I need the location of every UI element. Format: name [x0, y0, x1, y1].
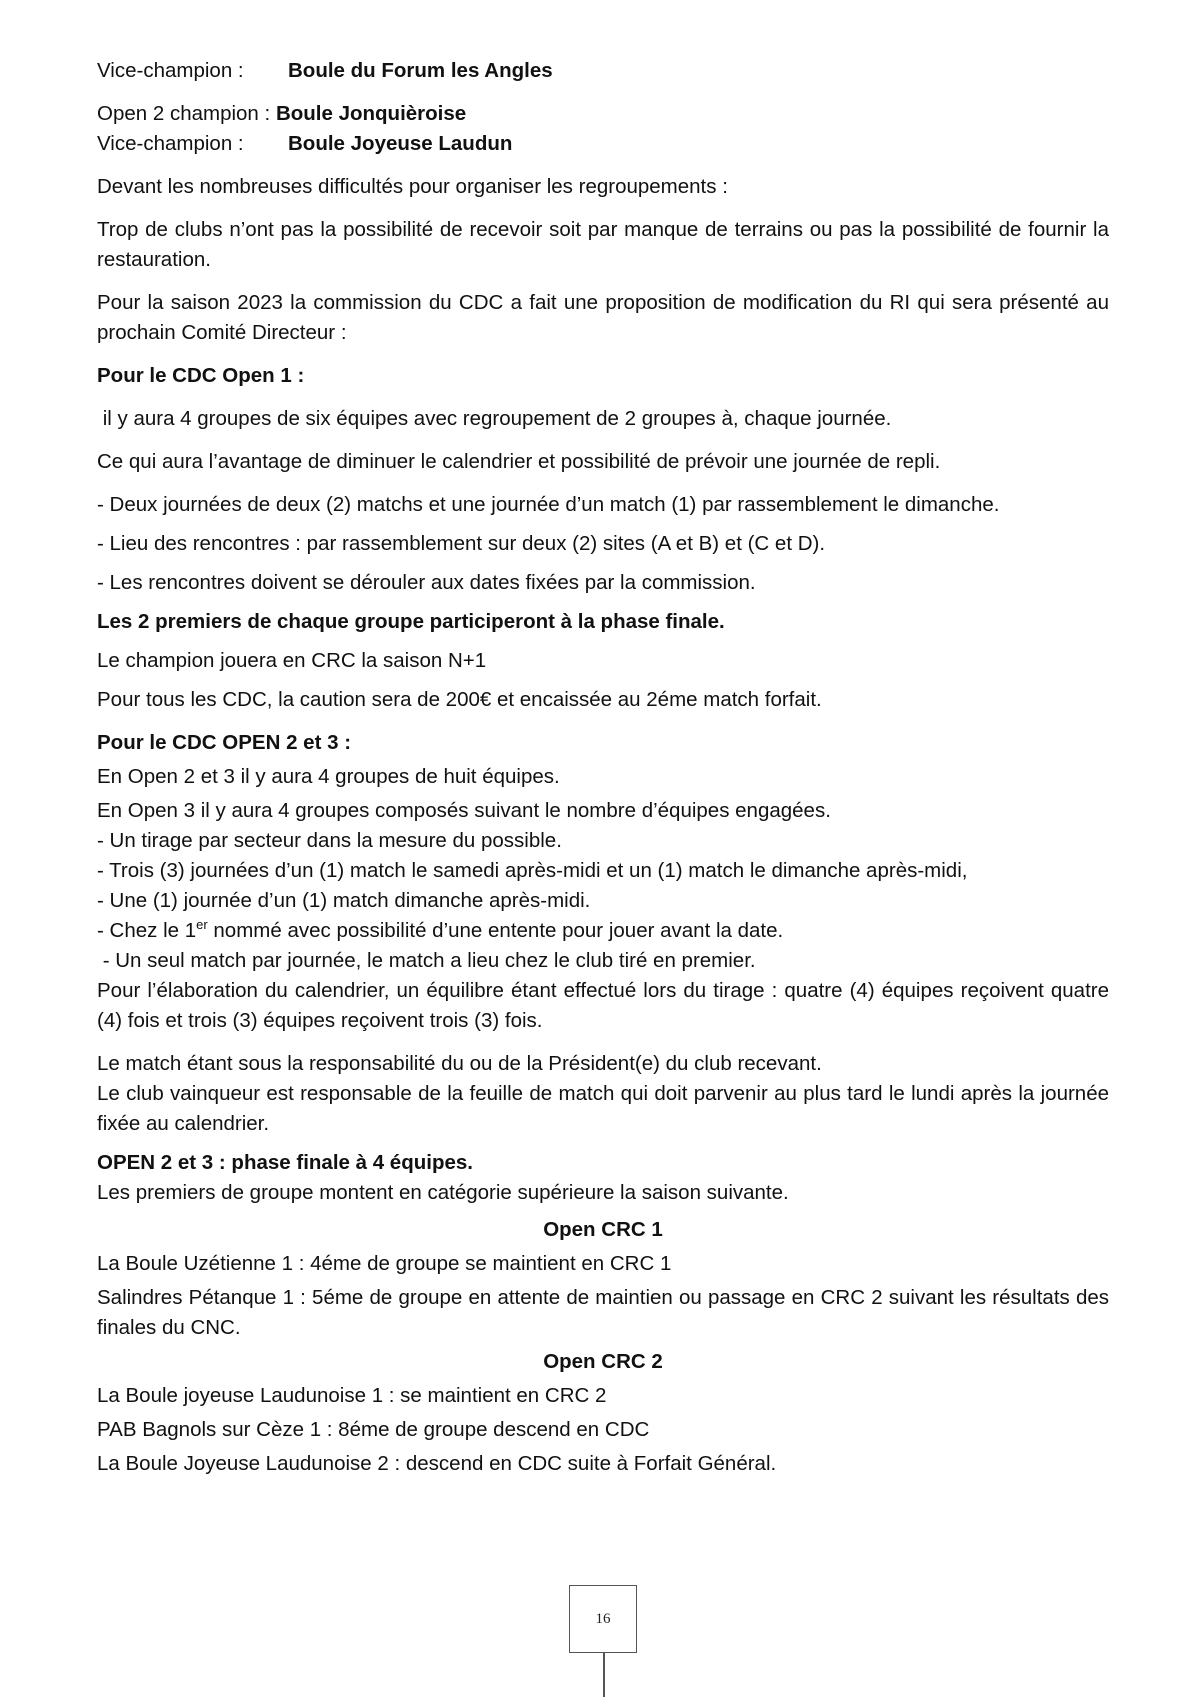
- vice-champion-line-2: [97, 129, 1109, 159]
- phase-finale-heading: OPEN 2 et 3 : phase finale à 4 équipes.: [97, 1151, 473, 1174]
- cdc-open1-finals: Les 2 premiers de chaque groupe participeront à la phase finale.: [97, 610, 725, 633]
- intro-paragraph-2: Trop de clubs n’ont pas la possibilité de recevoir soit par manque de terrains ou pas la possibilité de fournir la restauration.: [97, 218, 1109, 271]
- cdc-open1-venues: - Lieu des rencontres : par rassemblement sur deux (2) sites (A et B) et (C et D).: [97, 532, 826, 555]
- open2-champion-label: Open 2 champion :: [97, 102, 271, 125]
- open2-champion-line: [97, 99, 1109, 129]
- cdc-open1-days: - Deux journées de deux (2) matchs et une journée d’un match (1) par rassemblement le dimanche.: [97, 493, 1000, 516]
- intro-paragraph-1: Devant les nombreuses difficultés pour organiser les regroupements :: [97, 175, 728, 198]
- page-content: [97, 56, 1109, 1479]
- phase-finale-text: Les premiers de groupe montent en catégorie supérieure la saison suivante.: [97, 1181, 789, 1204]
- cdc-open23-line-4: - Trois (3) journées d’un (1) match le samedi après-midi et un (1) match le dimanche après-midi,: [97, 859, 968, 882]
- cdc-open23-line-7: - Un seul match par journée, le match a lieu chez le club tiré en premier.: [97, 949, 756, 972]
- vice-champion-label-2: Vice-champion :: [97, 132, 244, 155]
- cdc-open23-line-1: En Open 2 et 3 il y aura 4 groupes de huit équipes.: [97, 765, 560, 788]
- intro-paragraph-3: Pour la saison 2023 la commission du CDC a fait une proposition de modification du RI qui sera présenté au prochain Comité Directeur :: [97, 291, 1109, 344]
- page-number-connector: [603, 1653, 605, 1697]
- open-crc2-line-2: PAB Bagnols sur Cèze 1 : 8éme de groupe descend en CDC: [97, 1418, 650, 1441]
- page-number: 16: [569, 1585, 637, 1653]
- open2-champion-value: Boule Jonquièroise: [275, 102, 467, 125]
- cdc-open23-line-9: Le match étant sous la responsabilité du ou de la Président(e) du club recevant.: [97, 1052, 822, 1075]
- open-crc1-line-1: La Boule Uzétienne 1 : 4éme de groupe se maintient en CRC 1: [97, 1252, 672, 1275]
- cdc-open1-groups: il y aura 4 groupes de six équipes avec regroupement de 2 groupes à, chaque journée.: [97, 407, 892, 430]
- cdc-open23-line-8: Pour l’élaboration du calendrier, un équilibre étant effectué lors du tirage : quatre (4) équipes reçoivent quatre (4) fois et trois (3) équipes reçoivent trois (3) fois.: [97, 979, 1109, 1032]
- cdc-open23-heading: Pour le CDC OPEN 2 et 3 :: [97, 731, 352, 754]
- open-crc1-line-2: Salindres Pétanque 1 : 5éme de groupe en attente de maintien ou passage en CRC 2 suivant les résultats des finales du CNC.: [97, 1286, 1109, 1339]
- cdc-open23-line-6-post: nommé avec possibilité d’une entente pour jouer avant la date.: [207, 919, 784, 942]
- cdc-open23-line-6-sup: er: [196, 917, 208, 933]
- vice-champion-label: Vice-champion :: [97, 59, 244, 82]
- cdc-open1-heading: Pour le CDC Open 1 :: [97, 364, 305, 387]
- vice-champion-line-1: [97, 56, 1109, 86]
- cdc-open23-line-6: [97, 916, 1109, 946]
- open-crc2-line-1: La Boule joyeuse Laudunoise 1 : se maintient en CRC 2: [97, 1384, 607, 1407]
- cdc-open1-champion: Le champion jouera en CRC la saison N+1: [97, 649, 487, 672]
- cdc-open23-line-6-pre: - Chez le 1: [97, 919, 197, 942]
- cdc-open23-line-5: - Une (1) journée d’un (1) match dimanche après-midi.: [97, 889, 591, 912]
- vice-champion-value: Boule du Forum les Angles: [288, 59, 553, 82]
- cdc-open1-caution: Pour tous les CDC, la caution sera de 200€ et encaissée au 2éme match forfait.: [97, 688, 822, 711]
- cdc-open23-line-10: Le club vainqueur est responsable de la feuille de match qui doit parvenir au plus tard le lundi après la journée fixée au calendrier.: [97, 1082, 1109, 1135]
- cdc-open1-calendar: Ce qui aura l’avantage de diminuer le calendrier et possibilité de prévoir une journée de repli.: [97, 450, 941, 473]
- cdc-open23-line-2: En Open 3 il y aura 4 groupes composés suivant le nombre d’équipes engagées.: [97, 799, 831, 822]
- open-crc2-title: Open CRC 2: [543, 1350, 663, 1373]
- cdc-open23-line-3: - Un tirage par secteur dans la mesure du possible.: [97, 829, 562, 852]
- open-crc1-title: Open CRC 1: [543, 1218, 663, 1241]
- open-crc2-line-3: La Boule Joyeuse Laudunoise 2 : descend en CDC suite à Forfait Général.: [97, 1452, 777, 1475]
- cdc-open1-dates: - Les rencontres doivent se dérouler aux dates fixées par la commission.: [97, 571, 756, 594]
- vice-champion-value-2: Boule Joyeuse Laudun: [288, 132, 513, 155]
